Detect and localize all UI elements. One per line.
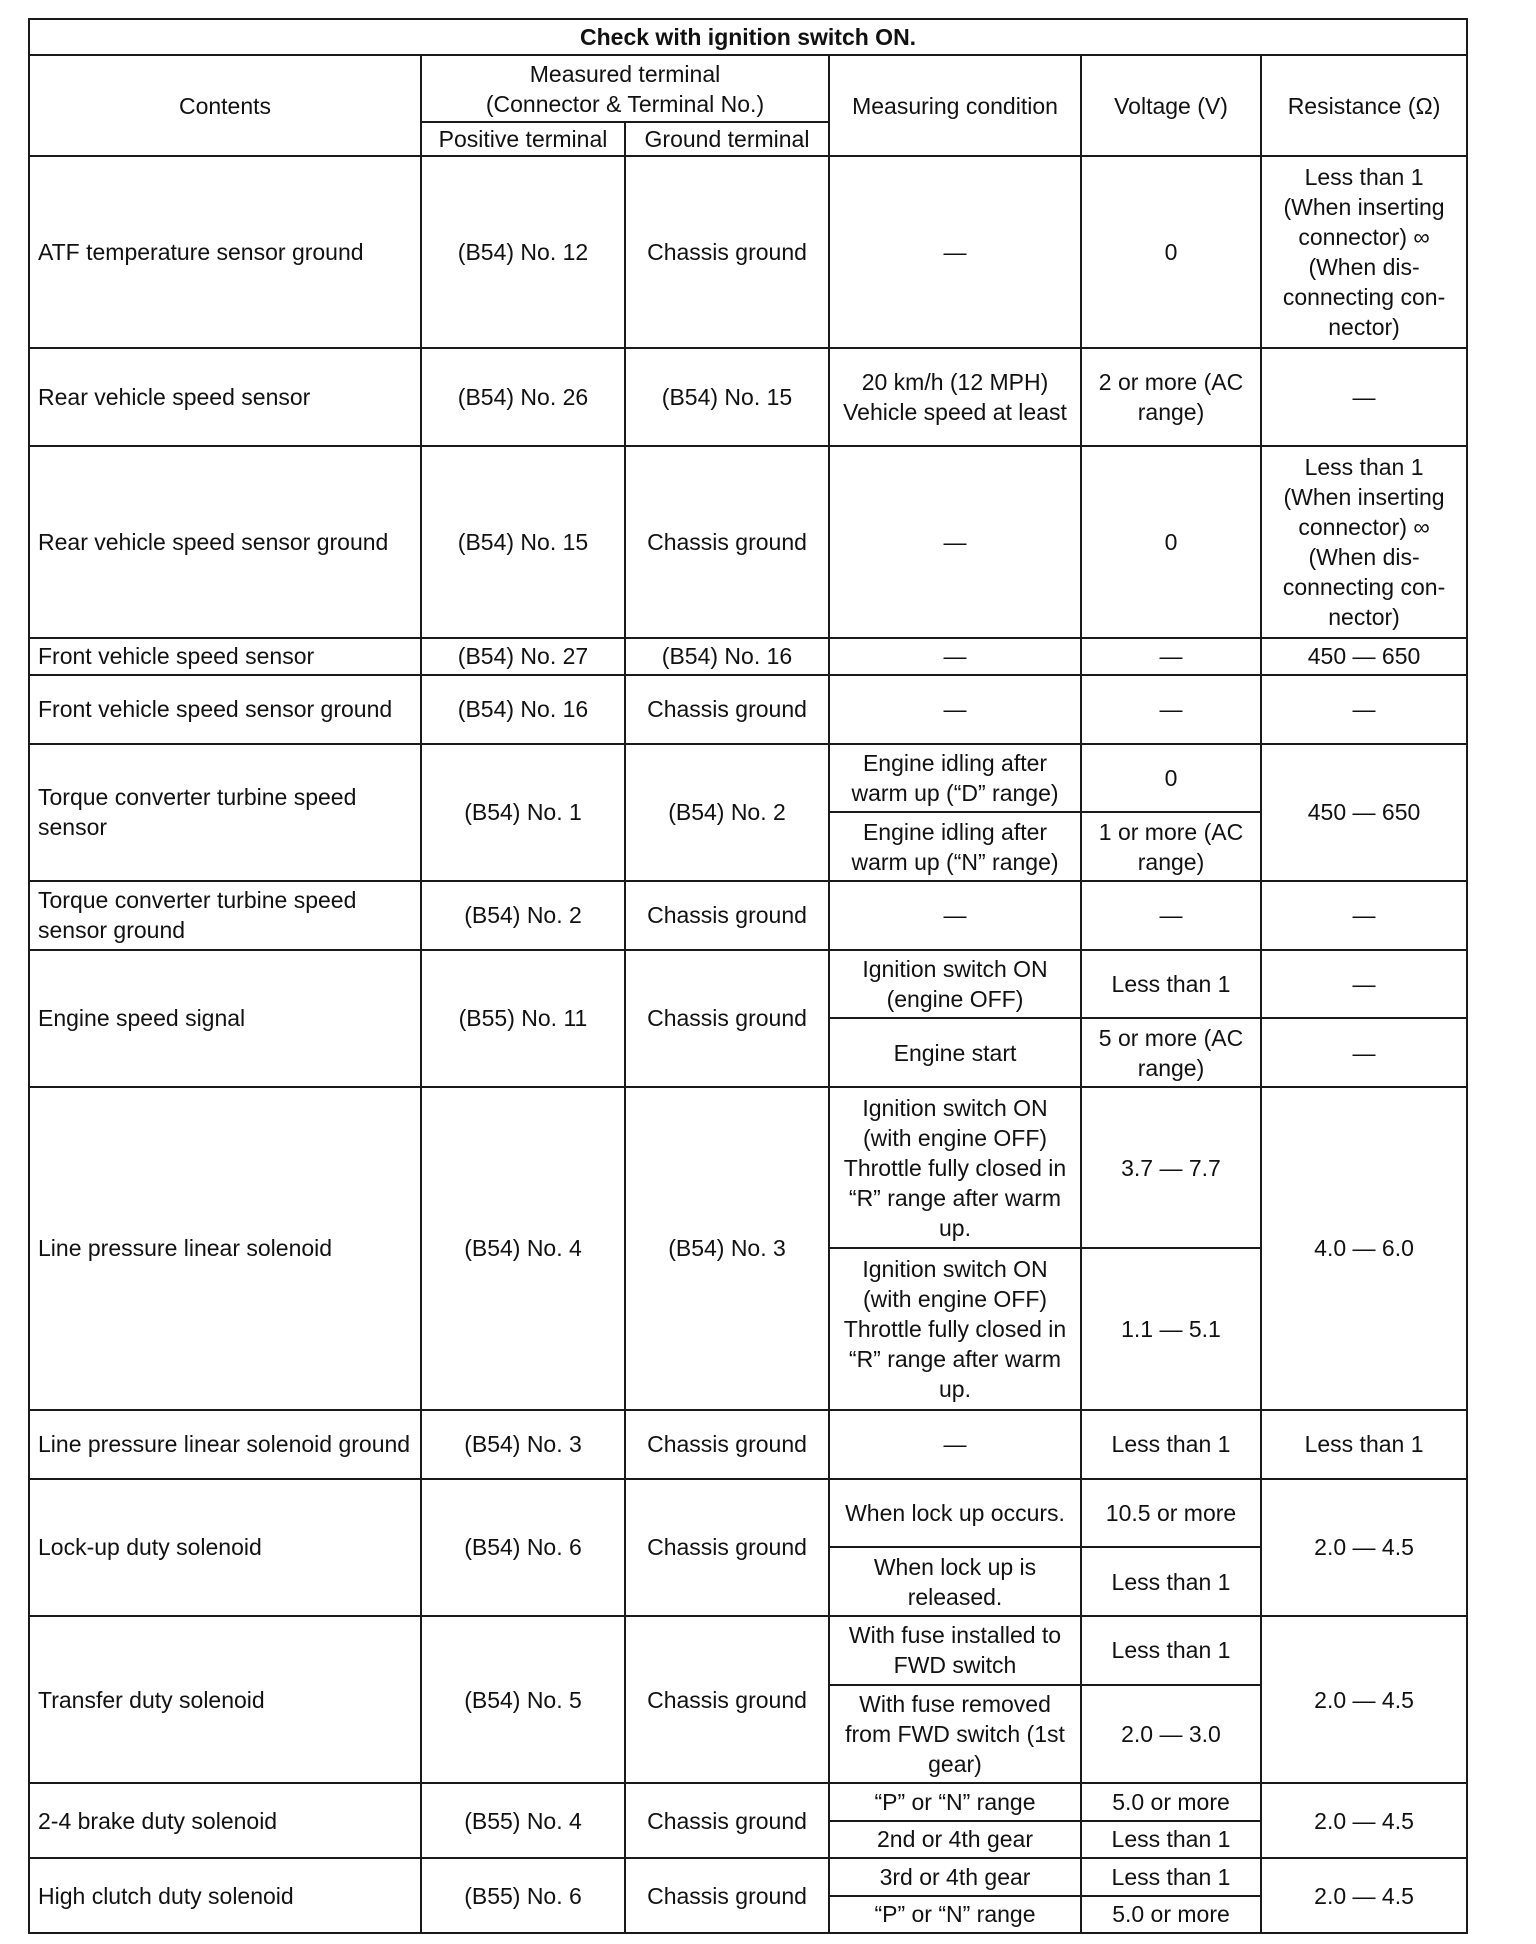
cell-ground-terminal: Chassis ground	[625, 446, 829, 638]
cell-contents: 2-4 brake duty solenoid	[29, 1783, 421, 1858]
cell-resistance: —	[1261, 1018, 1467, 1087]
cell-condition: —	[829, 675, 1081, 744]
cell-positive-terminal: (B54) No. 26	[421, 348, 625, 446]
cell-condition: Engine idling after warm up (“D” range)	[829, 744, 1081, 813]
diagnostic-spec-table	[28, 18, 1468, 1934]
cell-resistance: 450 — 650	[1261, 744, 1467, 881]
cell-voltage: 5 or more (AC range)	[1081, 1018, 1261, 1087]
cell-ground-terminal: Chassis ground	[625, 156, 829, 348]
header-measured-terminal	[421, 55, 829, 122]
cell-voltage: 5.0 or more	[1081, 1896, 1261, 1934]
table-title: Check with ignition switch ON.	[29, 19, 1467, 55]
cell-contents: ATF temperature sensor ground	[29, 156, 421, 348]
cell-positive-terminal: (B54) No. 6	[421, 1479, 625, 1616]
cell-voltage: —	[1081, 881, 1261, 950]
cell-positive-terminal: (B54) No. 1	[421, 744, 625, 881]
cell-condition: Ignition switch ON (with engine OFF) Throttle fully closed in “R” range after warm up.	[829, 1248, 1081, 1410]
cell-contents: Line pressure linear solenoid	[29, 1087, 421, 1410]
cell-contents: High clutch duty solenoid	[29, 1858, 421, 1933]
cell-contents: Rear vehicle speed sensor ground	[29, 446, 421, 638]
cell-ground-terminal: Chassis ground	[625, 950, 829, 1087]
table-row	[29, 675, 1467, 744]
cell-ground-terminal: (B54) No. 3	[625, 1087, 829, 1410]
cell-condition: Engine start	[829, 1018, 1081, 1087]
cell-voltage: 10.5 or more	[1081, 1479, 1261, 1548]
cell-voltage: 3.7 — 7.7	[1081, 1087, 1261, 1249]
cell-contents: Lock-up duty solenoid	[29, 1479, 421, 1616]
cell-condition: When lock up is released.	[829, 1547, 1081, 1616]
table-row	[29, 744, 1467, 813]
header-positive-terminal: Positive terminal	[421, 122, 625, 156]
table-row	[29, 950, 1467, 1019]
cell-positive-terminal: (B54) No. 27	[421, 638, 625, 675]
table-row	[29, 1087, 1467, 1249]
header-voltage: Voltage (V)	[1081, 55, 1261, 156]
cell-voltage: 5.0 or more	[1081, 1783, 1261, 1820]
cell-condition: Ignition switch ON (with engine OFF) Throttle fully closed in “R” range after warm up.	[829, 1087, 1081, 1249]
cell-resistance: Less than 1 (When inserting connector) ∞ (When dis-connecting con-nector)	[1261, 446, 1467, 638]
cell-ground-terminal: Chassis ground	[625, 1410, 829, 1479]
cell-condition: —	[829, 446, 1081, 638]
cell-resistance: 2.0 — 4.5	[1261, 1479, 1467, 1616]
table-row	[29, 881, 1467, 950]
cell-positive-terminal: (B54) No. 2	[421, 881, 625, 950]
table-row	[29, 446, 1467, 638]
cell-resistance: —	[1261, 881, 1467, 950]
header-ground-terminal: Ground terminal	[625, 122, 829, 156]
cell-positive-terminal: (B55) No. 4	[421, 1783, 625, 1858]
table-row	[29, 1479, 1467, 1548]
cell-resistance: —	[1261, 675, 1467, 744]
cell-positive-terminal: (B55) No. 11	[421, 950, 625, 1087]
cell-condition: —	[829, 881, 1081, 950]
cell-voltage: Less than 1	[1081, 1821, 1261, 1858]
cell-voltage: Less than 1	[1081, 1547, 1261, 1616]
cell-condition: 20 km/h (12 MPH) Vehicle speed at least	[829, 348, 1081, 446]
cell-ground-terminal: Chassis ground	[625, 881, 829, 950]
cell-condition: —	[829, 1410, 1081, 1479]
cell-condition: “P” or “N” range	[829, 1896, 1081, 1934]
cell-voltage: —	[1081, 675, 1261, 744]
cell-positive-terminal: (B54) No. 12	[421, 156, 625, 348]
cell-contents: Torque converter turbine speed sensor ground	[29, 881, 421, 950]
cell-positive-terminal: (B54) No. 5	[421, 1616, 625, 1784]
cell-voltage: 2.0 — 3.0	[1081, 1685, 1261, 1784]
cell-resistance: 2.0 — 4.5	[1261, 1616, 1467, 1784]
cell-voltage: —	[1081, 638, 1261, 675]
cell-ground-terminal: Chassis ground	[625, 1616, 829, 1784]
cell-resistance: Less than 1 (When inserting connector) ∞ (When dis-connecting con-nector)	[1261, 156, 1467, 348]
cell-positive-terminal: (B54) No. 3	[421, 1410, 625, 1479]
cell-contents: Front vehicle speed sensor ground	[29, 675, 421, 744]
cell-resistance: —	[1261, 348, 1467, 446]
cell-voltage: 1 or more (AC range)	[1081, 812, 1261, 881]
cell-contents: Transfer duty solenoid	[29, 1616, 421, 1784]
cell-ground-terminal: Chassis ground	[625, 1479, 829, 1616]
cell-resistance: 4.0 — 6.0	[1261, 1087, 1467, 1410]
cell-condition: When lock up occurs.	[829, 1479, 1081, 1548]
header-measured-terminal-line2: (Connector & Terminal No.)	[485, 90, 765, 117]
header-contents: Contents	[29, 55, 421, 156]
cell-positive-terminal: (B54) No. 4	[421, 1087, 625, 1410]
cell-voltage: Less than 1	[1081, 950, 1261, 1019]
cell-contents: Torque converter turbine speed sensor	[29, 744, 421, 881]
cell-voltage: Less than 1	[1081, 1616, 1261, 1685]
table-row	[29, 1783, 1467, 1820]
cell-ground-terminal: (B54) No. 15	[625, 348, 829, 446]
cell-condition: Ignition switch ON (engine OFF)	[829, 950, 1081, 1019]
cell-voltage: 0	[1081, 156, 1261, 348]
cell-condition: —	[829, 638, 1081, 675]
cell-condition: 3rd or 4th gear	[829, 1858, 1081, 1895]
cell-voltage: 2 or more (AC range)	[1081, 348, 1261, 446]
cell-condition: With fuse installed to FWD switch	[829, 1616, 1081, 1685]
cell-ground-terminal: Chassis ground	[625, 675, 829, 744]
cell-condition: —	[829, 156, 1081, 348]
cell-voltage: Less than 1	[1081, 1410, 1261, 1479]
cell-ground-terminal: (B54) No. 2	[625, 744, 829, 881]
table-row	[29, 156, 1467, 348]
cell-voltage: 0	[1081, 744, 1261, 813]
cell-resistance: —	[1261, 950, 1467, 1019]
cell-condition: “P” or “N” range	[829, 1783, 1081, 1820]
table-row	[29, 638, 1467, 675]
cell-positive-terminal: (B54) No. 16	[421, 675, 625, 744]
header-measured-terminal-line1: Measured terminal	[529, 60, 721, 87]
header-resistance: Resistance (Ω)	[1261, 55, 1467, 156]
cell-contents: Line pressure linear solenoid ground	[29, 1410, 421, 1479]
table-row	[29, 1616, 1467, 1685]
cell-resistance: 450 — 650	[1261, 638, 1467, 675]
cell-ground-terminal: (B54) No. 16	[625, 638, 829, 675]
header-measuring-condition: Measuring condition	[829, 55, 1081, 156]
cell-positive-terminal: (B54) No. 15	[421, 446, 625, 638]
cell-condition: Engine idling after warm up (“N” range)	[829, 812, 1081, 881]
table-row	[29, 1410, 1467, 1479]
cell-positive-terminal: (B55) No. 6	[421, 1858, 625, 1933]
cell-condition: 2nd or 4th gear	[829, 1821, 1081, 1858]
cell-ground-terminal: Chassis ground	[625, 1858, 829, 1933]
cell-voltage: 0	[1081, 446, 1261, 638]
cell-contents: Rear vehicle speed sensor	[29, 348, 421, 446]
cell-voltage: Less than 1	[1081, 1858, 1261, 1895]
cell-condition: With fuse removed from FWD switch (1st gear)	[829, 1685, 1081, 1784]
cell-resistance: 2.0 — 4.5	[1261, 1858, 1467, 1933]
table-row	[29, 348, 1467, 446]
cell-resistance: 2.0 — 4.5	[1261, 1783, 1467, 1858]
table-row	[29, 1858, 1467, 1895]
cell-resistance: Less than 1	[1261, 1410, 1467, 1479]
cell-contents: Front vehicle speed sensor	[29, 638, 421, 675]
cell-voltage: 1.1 — 5.1	[1081, 1248, 1261, 1410]
cell-contents: Engine speed signal	[29, 950, 421, 1087]
cell-ground-terminal: Chassis ground	[625, 1783, 829, 1858]
